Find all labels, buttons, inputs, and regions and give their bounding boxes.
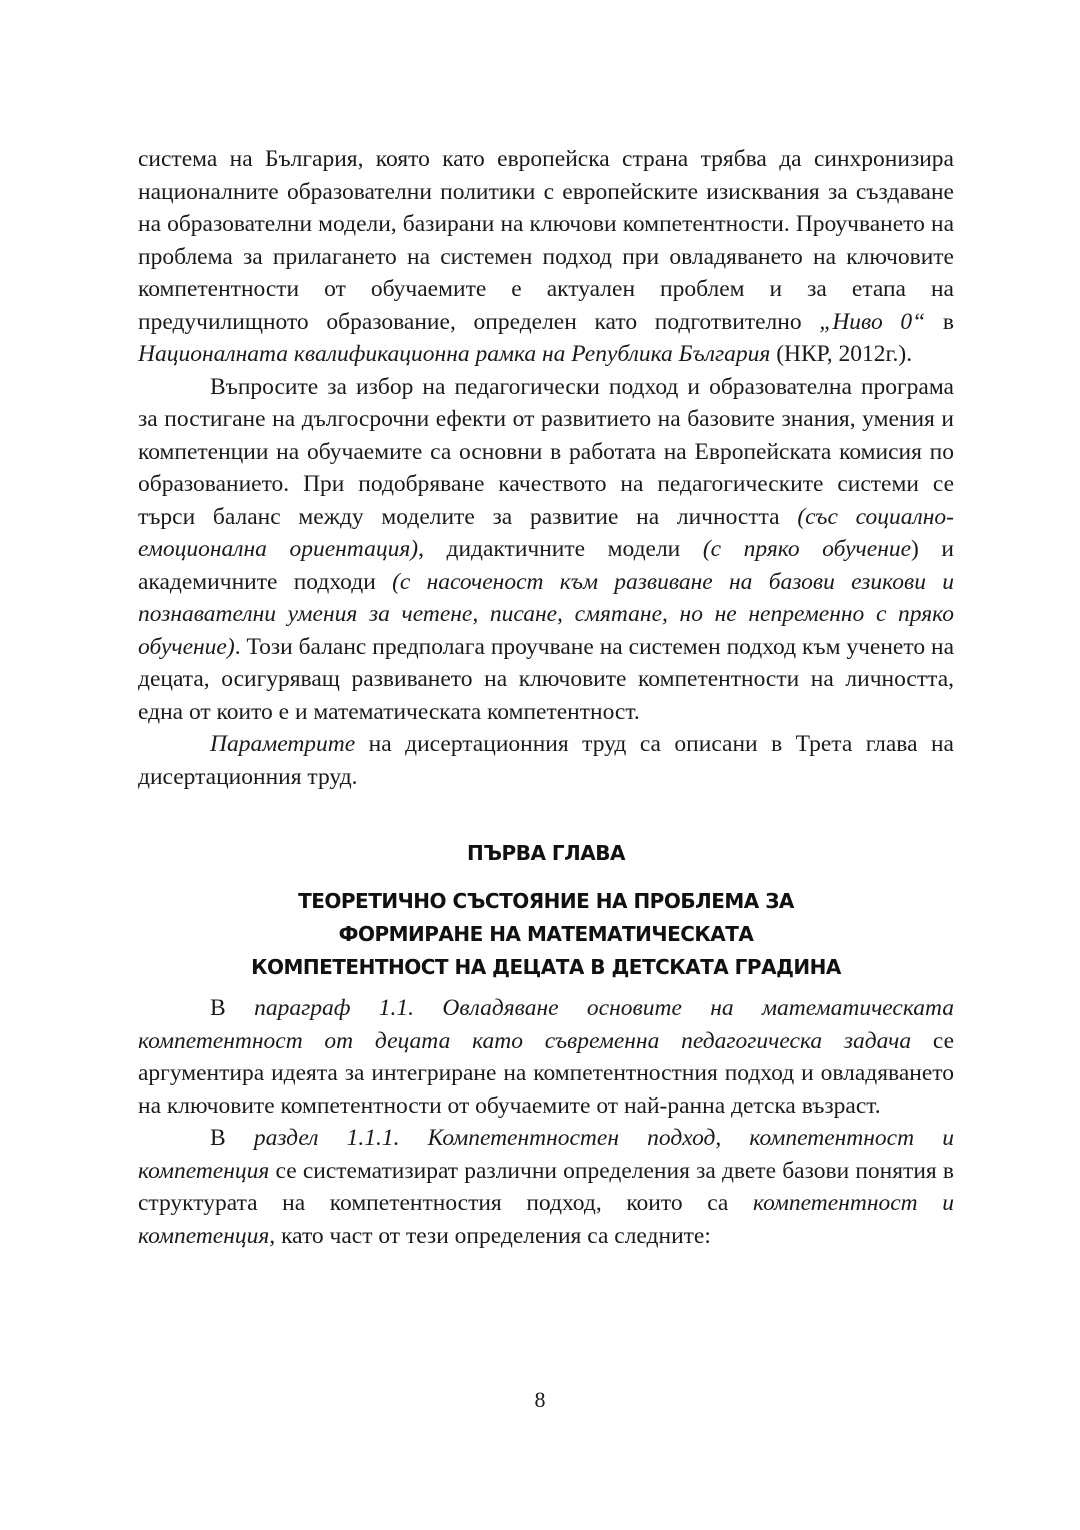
- chapter-title: [138, 885, 954, 984]
- paragraph-section-1-1-1: В раздел 1.1.1. Компетентностен подход, компетентност и компетенция се систематизират различни определения за двете базови понятия в структурата на компетентностия подход, които са компетентност и компетенция, като част от тези определения са следните:: [138, 1125, 954, 1249]
- paragraph-intro-continued: система на България, която като европейска страна трябва да синхронизира националните образователни политики с европейските изисквания за създаване на образователни модели, базирани на ключови компетентности. Проучването на проблема за прилагането на системен подход при овладяването на ключовите компетентности от обучаемите е актуален проблем и за етапа на предучилищното образование, определен като подготвително „Ниво 0“ в Националната квалификационна рамка на Република България (НКР, 2012г.).: [138, 146, 954, 367]
- paragraph-section-1-1: В параграф 1.1. Овладяване основите на математическата компетентност от децата като съвременна педагогическа задача се аргументира идеята за интегриране на компетентностния подход и овладяването на ключовите компетентности от обучаемите от най-ранна детска възраст.: [138, 995, 954, 1119]
- italic-term-level-0: „Ниво 0“: [819, 308, 926, 335]
- chapter-title-line-1: ТЕОРЕТИЧНО СЪСТОЯНИЕ НА ПРОБЛЕМА ЗА: [298, 889, 794, 913]
- paragraph-pedagogical-approach: Въпросите за избор на педагогически подход и образователна програма за постигане на дългосрочни ефекти от развитието на базовите знания, умения и компетенции на обучаемите са основни в работата на Европейската комисия по образованието. При подобряване качеството на педагогическите системи се търси баланс между моделите за развитие на личността (със социално-емоционална ориентация), дидактичните модели (с пряко обучение) и академичните подходи (с насоченост към развиване на базови езикови и познавателни умения за четене, писане, смятане, но не непременно с пряко обучение). Този баланс предполага проучване на системен подход към ученето на децата, осигуряващ развиването на ключовите компетентности на личността, една от които е и математическата компетентност.: [138, 373, 954, 725]
- chapter-label: ПЪРВА ГЛАВА: [467, 841, 625, 865]
- chapter-title-line-2: ФОРМИРАНЕ НА МАТЕМАТИЧЕСКАТА: [338, 922, 754, 946]
- page-number: 8: [534, 1387, 546, 1412]
- paragraph-parameters: Параметрите на дисертационния труд са описани в Трета глава на дисертационния труд.: [138, 731, 954, 790]
- document-page: [138, 143, 954, 1252]
- chapter-title-line-3: КОМПЕТЕНТНОСТ НА ДЕЦАТА В ДЕТСКАТА ГРАДИНА: [251, 955, 841, 979]
- italic-term-nkr: Националната квалификационна рамка на Република България: [138, 341, 771, 367]
